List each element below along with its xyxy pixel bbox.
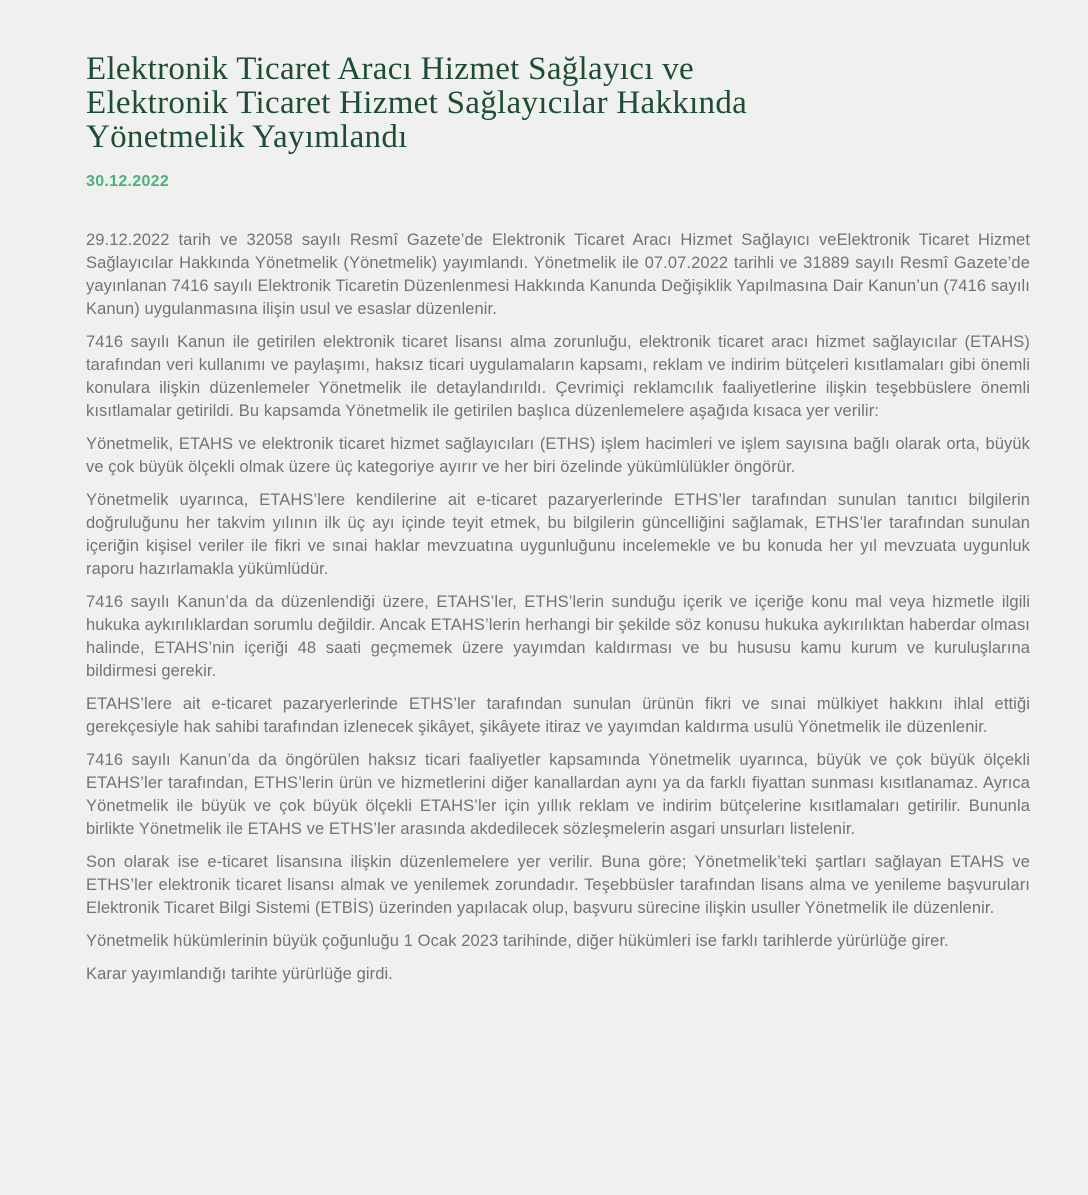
article-paragraph: Son olarak ise e-ticaret lisansına ilişkin düzenlemelere yer verilir. Buna göre; Yönetmelik’teki şartları sağlayan ETAHS ve ETHS’ler elektronik ticaret lisansı almak ve yenilemek zorundadır. Teşebbüsler tarafından lisans alma ve yenileme başvuruları Elektronik Ticaret Bilgi Sistemi (ETBİS) üzerinden yapılacak olup, başvuru sürecine ilişkin usuller Yönetmelik ile düzenlenir. [86,853,1030,917]
article-header [86,52,1030,191]
title-line-2: Elektronik Ticaret Hizmet Sağlayıcılar Hakkında [86,85,748,121]
article-paragraph: Yönetmelik uyarınca, ETAHS’lere kendilerine ait e-ticaret pazaryerlerinde ETHS’ler tarafından sunulan tanıtıcı bilgilerin doğruluğunu her takvim yılının ilk üç ayı içinde teyit etmek, bu bilgilerin güncelliğini sağlamak, ETHS’ler tarafından sunulan içeriğin kişisel veriler ile fikri ve sınai haklar mevzuatına uygunluğunu incelemekle ve bu konuda her yıl mevzuata uygunluk raporu hazırlamakla yükümlüdür. [86,491,1030,578]
title-line-1: Elektronik Ticaret Aracı Hizmet Sağlayıcı ve [86,51,694,87]
article-paragraph: 29.12.2022 tarih ve 32058 sayılı Resmî Gazete’de Elektronik Ticaret Aracı Hizmet Sağlayıcı veElektronik Ticaret Hizmet Sağlayıcılar Hakkında Yönetmelik (Yönetmelik) yayımlandı. Yönetmelik ile 07.07.2022 tarihli ve 31889 sayılı Resmî Gazete’de yayınlanan 7416 sayılı Elektronik Ticaretin Düzenlenmesi Hakkında Kanunda Değişiklik Yapılmasına Dair Kanun’un (7416 sayılı Kanun) uygulanmasına ilişin usul ve esaslar düzenlenir. [86,231,1030,318]
article-paragraph: Yönetmelik hükümlerinin büyük çoğunluğu 1 Ocak 2023 tarihinde, diğer hükümleri ise farklı tarihlerde yürürlüğe girer. [86,932,949,950]
article-paragraph: 7416 sayılı Kanun’da da öngörülen haksız ticari faaliyetler kapsamında Yönetmelik uyarınca, büyük ve çok büyük ölçekli ETAHS’ler tarafından, ETHS’lerin ürün ve hizmetlerini diğer kanallardan aynı ya da farklı fiyattan sunması kısıtlanamaz. Ayrıca Yönetmelik ile büyük ve çok büyük ölçekli ETAHS’ler için yıllık reklam ve indirim bütçelerine kısıtlamaları getirilir. Bununla birlikte Yönetmelik ile ETAHS ve ETHS’ler arasında akdedilecek sözleşmelerin asgari unsurları listelenir. [86,751,1030,838]
publish-date: 30.12.2022 [86,173,170,190]
article-body [86,229,1030,986]
article-paragraph: Yönetmelik, ETAHS ve elektronik ticaret hizmet sağlayıcıları (ETHS) işlem hacimleri ve işlem sayısına bağlı olarak orta, büyük ve çok büyük ölçekli olmak üzere üç kategoriye ayırır ve her biri özelinde yükümlülükler öngörür. [86,435,1030,476]
page-title [86,52,986,154]
article-paragraph: 7416 sayılı Kanun’da da düzenlendiği üzere, ETAHS’ler, ETHS’lerin sunduğu içerik ve içeriğe konu mal veya hizmetle ilgili hukuka aykırılıklardan sorumlu değildir. Ancak ETAHS’lerin herhangi bir şekilde söz konusu hukuka aykırılıktan haberdar olması halinde, ETAHS’nin içeriği 48 saati geçmemek üzere yayımdan kaldırması ve bu hususu kamu kurum ve kuruluşlarına bildirmesi gerekir. [86,593,1030,680]
article-paragraph: 7416 sayılı Kanun ile getirilen elektronik ticaret lisansı alma zorunluğu, elektronik ticaret aracı hizmet sağlayıcılar (ETAHS) tarafından veri kullanımı ve paylaşımı, haksız ticari uygulamaların kapsamı, reklam ve indirim bütçeleri kısıtlamaları gibi önemli konulara ilişkin düzenlemeler Yönetmelik ile detaylandırıldı. Çevrimiçi reklamcılık faaliyetlerine ilişkin teşebbüslere önemli kısıtlamalar getirildi. Bu kapsamda Yönetmelik ile getirilen başlıca düzenlemelere aşağıda kısaca yer verilir: [86,333,1030,420]
article-paragraph: ETAHS’lere ait e-ticaret pazaryerlerinde ETHS’ler tarafından sunulan ürünün fikri ve sınai mülkiyet hakkını ihlal ettiği gerekçesiyle hak sahibi tarafından izlenecek şikâyet, şikâyete itiraz ve yayımdan kaldırma usulü Yönetmelik ile düzenlenir. [86,695,1030,736]
article-paragraph: Karar yayımlandığı tarihte yürürlüğe girdi. [86,965,393,983]
title-line-3: Yönetmelik Yayımlandı [86,119,408,155]
